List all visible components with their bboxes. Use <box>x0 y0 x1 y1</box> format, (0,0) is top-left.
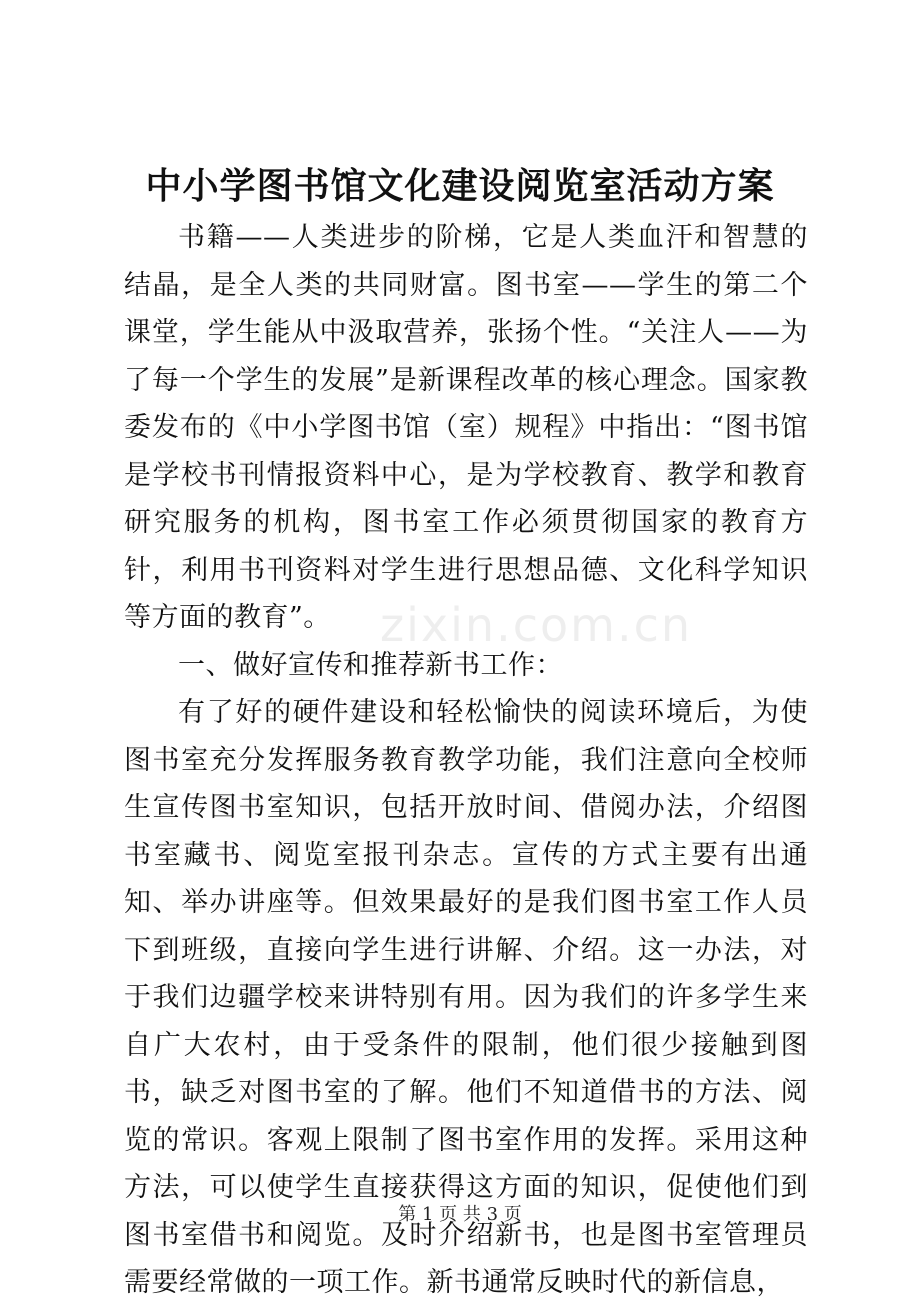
paragraph-section-1: 有了好的硬件建设和轻松愉快的阅读环境后，为使图书室充分发挥服务教育教学功能，我们注意向全校师生宣传图书室知识，包括开放时间、借阅办法，介绍图书室藏书、阅览室报刊杂志。宣传的方式主要有出通知、举办讲座等。但效果最好的是我们图书室工作人员下到班级，直接向学生进行讲解、介绍。这一办法，对于我们边疆学校来讲特别有用。因为我们的许多学生来自广大农村，由于受条件的限制，他们很少接触到图书，缺乏对图书室的了解。他们不知道借书的方法、阅览的常识。客观上限制了图书室作用的发挥。采用这种方法，可以使学生直接获得这方面的知识，促使他们到图书室借书和阅览。及时介绍新书，也是图书室管理员需要经常做的一项工作。新书通常反映时代的新信息， <box>124 697 808 1298</box>
document-body <box>124 214 808 1307</box>
paragraph-intro: 书籍——人类进步的阶梯，它是人类血汗和智慧的结晶，是全人类的共同财富。图书室——学生的第二个课堂，学生能从中汲取营养，张扬个性。“关注人——为了每一个学生的发展”是新课程改革的核心理念。国家教委发布的《中小学图书馆（室）规程》中指出：“图书馆是学校书刊情报资料中心，是为学校教育、教学和教育研究服务的机构，图书室工作必须贯彻国家的教育方针，利用书刊资料对学生进行思想品德、文化科学知识等方面的教育”。 <box>124 222 808 633</box>
page-footer: 第 1 页 共 3 页 <box>398 1204 522 1225</box>
section-heading: 一、做好宣传和推荐新书工作： <box>178 649 563 681</box>
watermark: zixin.com.cn <box>380 598 693 652</box>
document-title: 中小学图书馆文化建设阅览室活动方案 <box>145 165 775 207</box>
